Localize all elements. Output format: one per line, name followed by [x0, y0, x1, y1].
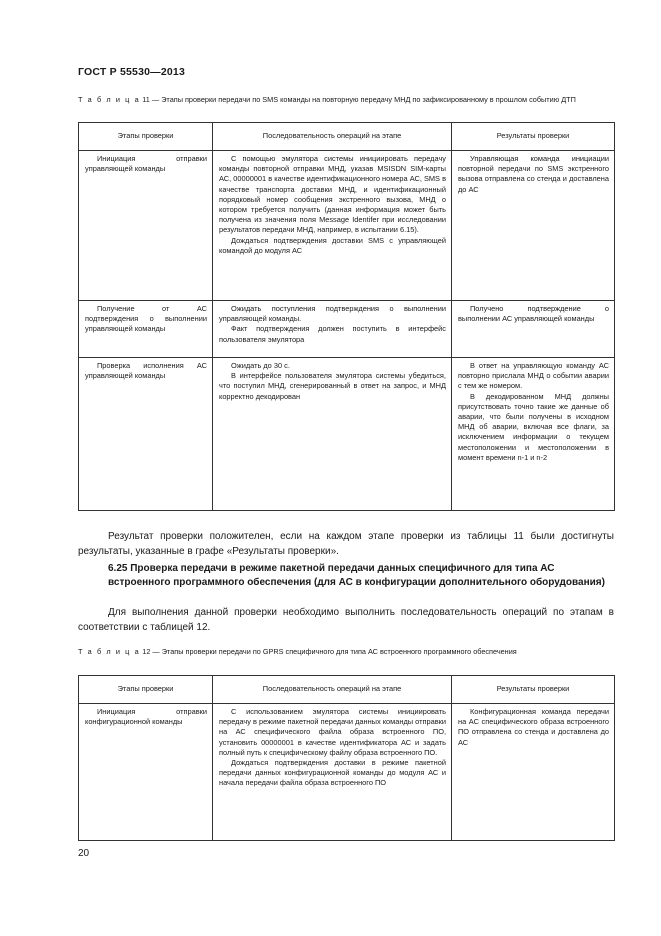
stage-cell: Получение от АС подтверждения о выполнении управляющей команды [85, 304, 207, 334]
column-header-results: Результаты проверки [452, 123, 615, 151]
table-12-caption-text: 12 — Этапы проверки передачи по GPRS специфичного для типа АС встроенного программного обеспечения [140, 647, 517, 656]
table-11-header-row [79, 123, 615, 151]
stage-cell: Инициация отправки конфигурационной команды [85, 707, 207, 727]
table-12-caption-word: Т а б л и ц а [78, 647, 141, 656]
table-row [79, 301, 615, 358]
document-header: ГОСТ Р 55530—2013 [78, 66, 186, 78]
table-11-caption-word: Т а б л и ц а [78, 95, 141, 104]
operations-cell: С помощью эмулятора системы инициировать передачу команды повторной отправки МНД, указав MSISDN SIM-карты АС, 00000001 в качестве идентификационного номера АС, SMS в качестве транспорта доставки МНД, и идентификационный порядковый номер сообщения экстренного вызова, МНД о котором требуется получить (данная информация может быть получена из значения поля Message Identifer при исследовании результатов передачи МНД, например, в испытании 6.15). Дождаться подтверждения доставки SMS с управляющей командой до модуля АС [219, 154, 446, 255]
table-11-caption-text: 11 — Этапы проверки передачи по SMS команды на повторную передачу МНД по зафиксированному в прошлом событию ДТП [140, 95, 576, 104]
column-header-stages: Этапы проверки [79, 123, 213, 151]
table-11 [78, 122, 615, 511]
operations-cell: С использованием эмулятора системы инициировать передачу в режиме пакетной передачи данных команды отправки на АС специфического файла образа встроенного ПО, установить 00000001 в качестве идентификатора АС и задать полный путь к специфическому файлу образа встроенного ПО. Дождаться подтверждения доставки в режиме пакетной передачи данных конфигурационной команды до модуля АС и начала передачи файла образа встроенного ПО [219, 707, 446, 788]
results-cell: Конфигурационная команда передачи на АС специфического образа встроенного ПО отправлена со стенда и доставлена до АС [458, 707, 609, 747]
table-row [79, 358, 615, 511]
table-11-caption [78, 95, 614, 105]
column-header-operations: Последовательность операций на этапе [213, 676, 452, 704]
intro-paragraph: Для выполнения данной проверки необходимо выполнить последовательность операций по этапам в соответствии с таблицей 12. [78, 607, 614, 633]
column-header-stages: Этапы проверки [79, 676, 213, 704]
results-cell: Получено подтверждение о выполнении АС управляющей команды [458, 304, 609, 324]
column-header-results: Результаты проверки [452, 676, 615, 704]
column-header-operations: Последовательность операций на этапе [213, 123, 452, 151]
table-12-caption [78, 647, 614, 657]
table-12-header-row [79, 676, 615, 704]
page-number: 20 [78, 848, 90, 859]
table-row [79, 704, 615, 841]
results-cell: Управляющая команда инициации повторной передачи по SMS экстренного вызова отправлена со стенда и доставлена до АС [458, 154, 609, 194]
results-cell: В ответ на управляющую команду АС повторно прислала МНД о событии аварии с тем же номером. В декодированном МНД должны присутствовать точно такие же данные об аварии, что были получены в исходном МНД об аварии, включая все флаги, за исключением информации о текущем местоположении и местоположении в момент времени n-1 и n-2 [458, 361, 609, 462]
table-row [79, 151, 615, 301]
table-12 [78, 675, 615, 841]
operations-cell: Ожидать поступления подтверждения о выполнении управляющей команды. Факт подтверждения должен поступить в интерфейс пользователя эмулятора [219, 304, 446, 344]
result-paragraph: Результат проверки положителен, если на каждом этапе проверки из таблицы 11 были достигнуты результаты, указанные в графе «Результаты проверки». [78, 531, 614, 557]
stage-cell: Инициация отправки управляющей команды [85, 154, 207, 174]
stage-cell: Проверка исполнения АС управляющей команды [85, 361, 207, 381]
operations-cell: Ожидать до 30 с. В интерфейсе пользователя эмулятора системы убедиться, что поступил МНД, сгенерированный в ответ на запрос, и МНД корректно декодирован [219, 361, 446, 401]
section-heading: 6.25 Проверка передачи в режиме пакетной передачи данных специфичного для типа АС встроенного программного обеспечения (для АС в конфигурации дополнительного оборудования) [108, 563, 605, 588]
